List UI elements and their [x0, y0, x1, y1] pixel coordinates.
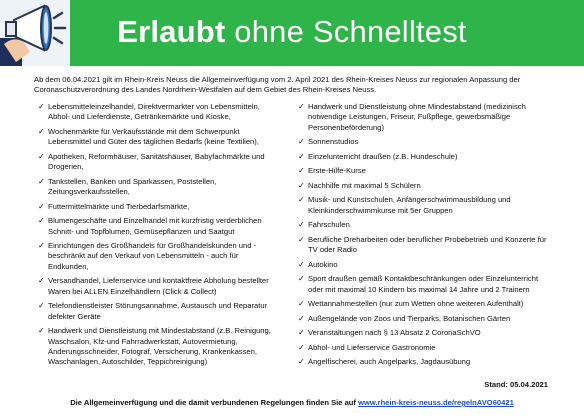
- check-icon: ✓: [298, 151, 305, 161]
- list-item: ✓ Blumengeschäfte und Einzelhandel mit kurzfristig verderblichen Schnitt- und Topfblumen, Gemüsepflanzen und Saatgut: [38, 216, 262, 236]
- check-icon: ✓: [298, 220, 305, 230]
- list-item: ✓ Angelfischerei, auch Angelparks, Jagdausübung: [298, 357, 471, 367]
- list-item: ✓ Handwerk und Dienstleistung ohne Mindestabstand (medizinisch notwendige Leistungen, Friseur, Fußpflege, gewerbsmäßige Personenbeförderung): [298, 102, 526, 132]
- check-icon: ✓: [298, 328, 305, 338]
- check-icon: ✓: [298, 180, 305, 190]
- list-item: ✓ Sonnenstudios: [298, 137, 359, 147]
- intro-paragraph: Ab dem 06.04.2021 gilt im Rhein-Kreis Neuss die Allgemeinverfügung vom 2. April 2021 des Rhein-Kreises Neuss zur regionalen Anpassung der Coronaschutzverordnung des Landes Nordrhein-Westfalen auf dem Gebiet des Rhein-Kreises Neuss.: [34, 75, 521, 95]
- left-list: [38, 102, 278, 372]
- list-item: ✓ Einzelunterricht draußen (z.B. Hundeschule): [298, 151, 458, 161]
- footer-text: Die Allgemeinverfügung und die damit verbundenen Regelungen finden Sie auf: [70, 398, 359, 407]
- check-icon: ✓: [298, 166, 305, 176]
- check-icon: ✓: [38, 201, 45, 211]
- list-item: ✓ Berufliche Dreharbeiten oder beruflicher Probebetrieb und Konzerte für TV oder Radio: [298, 234, 547, 255]
- check-icon: ✓: [38, 276, 45, 286]
- list-item: ✓ Lebensmitteleinzelhandel, Direktvermarkter von Lebensmitteln, Abhol- und Lieferdienste, Getränkemärkte und Kioske,: [38, 102, 260, 122]
- right-list: [298, 102, 548, 372]
- check-icon: ✓: [298, 313, 305, 323]
- list-item: ✓ Musik- und Kunstschulen, Anfängerschwimmausbildung und Kleinkinderschwimmkurse mit 5er Gruppen: [298, 195, 511, 215]
- list-item: ✓ Versandhandel, Lieferservice und kontaktfreie Abholung bestellter Waren bei ALLEN Einzelhändlern (Click & Collect): [38, 276, 269, 296]
- check-icon: ✓: [298, 357, 305, 367]
- title-bold: Erlaubt: [117, 14, 226, 49]
- check-icon: ✓: [38, 241, 45, 251]
- check-icon: ✓: [38, 102, 45, 111]
- check-icon: ✓: [298, 342, 305, 352]
- list-item: ✓ Veranstaltungen nach § 13 Absatz 2 CoronaSchVO: [298, 328, 481, 338]
- check-icon: ✓: [38, 216, 45, 226]
- list-item: ✓ Tankstellen, Banken und Sparkassen, Poststellen, Zeitungsverkaufsstellen,: [38, 176, 217, 197]
- list-item: ✓ Fahrschulen: [298, 220, 350, 230]
- check-icon: ✓: [298, 274, 305, 284]
- list-item: ✓ Wettannahmestellen (nur zum Wetten ohne weiteren Aufenthalt): [298, 299, 524, 309]
- list-item: ✓ Einrichtungen des Großhandels für Großhandelskunden und - beschränkt auf den Verkauf von Lebensmitteln - auch für Endkunden,: [38, 241, 257, 271]
- check-icon: ✓: [38, 326, 45, 336]
- check-icon: ✓: [298, 137, 305, 147]
- check-icon: ✓: [38, 126, 45, 136]
- list-item: ✓ Abhol- und Lieferservice Gastronomie: [298, 342, 436, 352]
- status-date: Stand: 05.04.2021: [484, 380, 548, 389]
- check-icon: ✓: [38, 301, 45, 311]
- title-banner: [0, 0, 584, 66]
- check-icon: ✓: [298, 234, 305, 244]
- check-icon: ✓: [38, 151, 45, 161]
- page-title: [0, 10, 584, 54]
- list-item: ✓ Handwerk und Dienstleistung mit Mindestabstand (z.B. Reinigung, Waschsalon, Kfz-und Fahrradwerkstatt, Autovermietung, Änderungsschneider, Fotograf, Versicherung, Krankenkassen, Waschanlagen, Autoschilder, Teppichreinigung): [38, 326, 271, 367]
- check-icon: ✓: [298, 259, 305, 269]
- list-item: ✓ Autokino: [298, 259, 338, 269]
- check-icon: ✓: [298, 102, 305, 111]
- list-item: ✓ Futtermittelmärkte und Tierbedarfsmärkte,: [38, 201, 190, 211]
- footer-note: [0, 398, 584, 407]
- list-item: ✓ Außengelände von Zoos und Tierparks, Botanischen Gärten: [298, 313, 511, 323]
- regulation-link[interactable]: www.rhein-kreis-neuss.de/regelnAVO60421: [358, 398, 514, 407]
- check-icon: ✓: [298, 299, 305, 309]
- list-item: ✓ Telefondienstleister Störungsannahme, Austausch und Reparatur defekter Geräte: [38, 301, 268, 321]
- check-icon: ✓: [38, 176, 45, 186]
- list-item: ✓ Sport draußen gemäß Kontaktbeschränkungen oder Einzelunterricht oder mit maximal 10 Kindern bis maximal 14 Jahre und 2 Trainern: [298, 274, 539, 294]
- list-item: ✓ Erste-Hilfe-Kurse: [298, 166, 366, 176]
- check-icon: ✓: [298, 195, 305, 205]
- list-item: ✓ Nachhilfe mit maximal 5 Schülern: [298, 180, 421, 190]
- list-item: ✓ Apotheken, Reformhäuser, Sanitätshäuser, Babyfachmärkte und Drogerien,: [38, 151, 265, 172]
- list-item: ✓ Wochenmärkte für Verkaufsstände mit dem Schwerpunkt Lebensmittel und Güter des täglichen Bedarfs (keine Textilien),: [38, 126, 259, 147]
- title-rest: ohne Schnelltest: [225, 14, 467, 49]
